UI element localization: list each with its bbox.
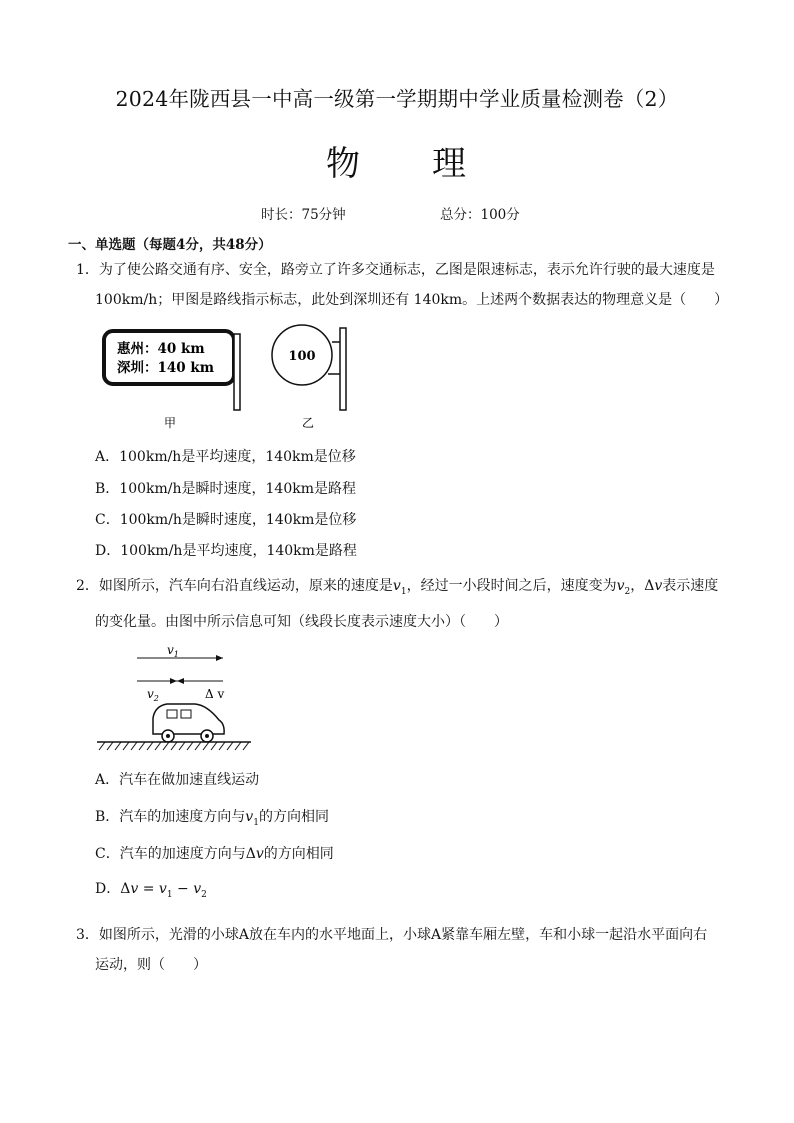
route-sign-line-2: 深圳：140 km bbox=[117, 360, 215, 376]
question-1-option-b[interactable]: B．100km/h是瞬时速度，140km是路程 bbox=[95, 481, 356, 497]
question-2-figure bbox=[95, 638, 255, 758]
question-1-number: 1． bbox=[76, 262, 99, 278]
car-body bbox=[153, 704, 224, 734]
option-c-var: v bbox=[255, 846, 264, 862]
option-d-v2: v bbox=[193, 881, 202, 897]
option-d-minus: − bbox=[172, 881, 194, 897]
question-2-text-b: ，经过一小段时间之后，速度变为 bbox=[406, 578, 617, 594]
option-b-prefix: B．汽车的加速度方向与 bbox=[95, 809, 246, 825]
car-hub-front bbox=[205, 734, 209, 738]
question-1-line-1 bbox=[76, 260, 715, 280]
var-dv: v bbox=[654, 578, 663, 594]
question-1-option-d[interactable]: D．100km/h是平均速度，140km是路程 bbox=[95, 543, 357, 559]
exam-duration: 时长：75分钟 bbox=[261, 207, 346, 223]
question-3-line-2: 运动，则（ ） bbox=[95, 957, 207, 973]
question-2-text-a: 如图所示，汽车向右沿直线运动，原来的速度是 bbox=[98, 578, 393, 594]
question-3-line-1 bbox=[76, 925, 707, 945]
subject-char-1: 物 bbox=[326, 144, 362, 184]
question-3-text-1: 如图所示，光滑的小球A放在车内的水平地面上，小球A紧靠车厢左壁，车和小球一起沿水平面向右 bbox=[98, 927, 708, 943]
question-2-option-b[interactable] bbox=[95, 806, 329, 828]
arrow-dv-head bbox=[177, 678, 184, 684]
route-sign-line-1: 惠州：40 km bbox=[117, 341, 205, 357]
subject-char-2: 理 bbox=[432, 144, 468, 184]
ground-hatching bbox=[99, 742, 249, 750]
label-v2: $v_2$ bbox=[147, 687, 159, 703]
question-2-line-2: 的变化量。由图中所示信息可知（线段长度表示速度大小）（ ） bbox=[95, 614, 508, 630]
label-v1: $v_1$ bbox=[167, 643, 179, 659]
var-v1-sub: 1 bbox=[400, 586, 407, 597]
route-sign-board bbox=[104, 331, 234, 384]
question-1-option-c[interactable]: C．100km/h是瞬时速度，140km是位移 bbox=[95, 512, 357, 528]
route-sign-post bbox=[234, 334, 240, 410]
question-2-option-d[interactable] bbox=[95, 878, 207, 900]
arrow-v2-head bbox=[170, 678, 177, 684]
question-2-option-c[interactable] bbox=[95, 843, 334, 863]
exam-title: 2024年陇西县一中高一级第一学期期中学业质量检测卷（2） bbox=[115, 87, 679, 111]
option-d-dv: v bbox=[130, 881, 139, 897]
question-1-option-a[interactable]: A．100km/h是平均速度，140km是位移 bbox=[95, 449, 356, 465]
question-1-line-2: 100km/h；甲图是路线指示标志，此处到深圳还有 140km。上述两个数据表达的物理意义是（ ） bbox=[95, 292, 729, 308]
question-2-line-1 bbox=[76, 576, 718, 602]
question-1-figure bbox=[100, 322, 360, 434]
option-d-prefix: D．Δ bbox=[95, 881, 131, 897]
var-v2: v bbox=[616, 578, 625, 594]
car-window-1 bbox=[167, 710, 177, 718]
option-b-var: v bbox=[245, 809, 254, 825]
section-heading: 一、单选题（每题4分，共48分） bbox=[68, 237, 272, 253]
option-d-v1-sub: 1 bbox=[166, 889, 173, 900]
option-c-prefix: C．汽车的加速度方向与Δ bbox=[95, 846, 256, 862]
car-hub-rear bbox=[166, 734, 170, 738]
label-dv: Δ v bbox=[205, 687, 225, 701]
option-b-suffix: 的方向相同 bbox=[258, 809, 329, 825]
question-2-text-d: 表示速度 bbox=[662, 578, 719, 594]
speed-limit-value: 100 bbox=[288, 349, 316, 364]
question-2-option-a[interactable]: A．汽车在做加速直线运动 bbox=[95, 772, 260, 788]
question-2-text-c: ，Δ bbox=[630, 578, 655, 594]
option-d-v2-sub: 2 bbox=[201, 889, 207, 900]
option-d-v1: v bbox=[158, 881, 167, 897]
exam-total-score: 总分：100分 bbox=[440, 207, 520, 223]
option-c-suffix: 的方向相同 bbox=[263, 846, 334, 862]
question-1-text-1: 为了使公路交通有序、安全，路旁立了许多交通标志，乙图是限速标志，表示允许行驶的最大速度是 bbox=[98, 262, 715, 278]
car-window-2 bbox=[181, 710, 191, 718]
figure-label-yi: 乙 bbox=[301, 416, 315, 430]
option-b-sub: 1 bbox=[253, 817, 259, 828]
speed-sign-post bbox=[340, 328, 346, 410]
question-3-number: 3． bbox=[76, 927, 99, 943]
question-2-number: 2． bbox=[76, 578, 99, 594]
option-d-eq: = bbox=[138, 881, 159, 897]
subject-title bbox=[0, 136, 794, 185]
figure-label-jia: 甲 bbox=[163, 416, 177, 430]
arrow-v1-head bbox=[216, 655, 223, 661]
var-v1: v bbox=[392, 578, 401, 594]
var-v2-sub: 2 bbox=[624, 586, 631, 597]
